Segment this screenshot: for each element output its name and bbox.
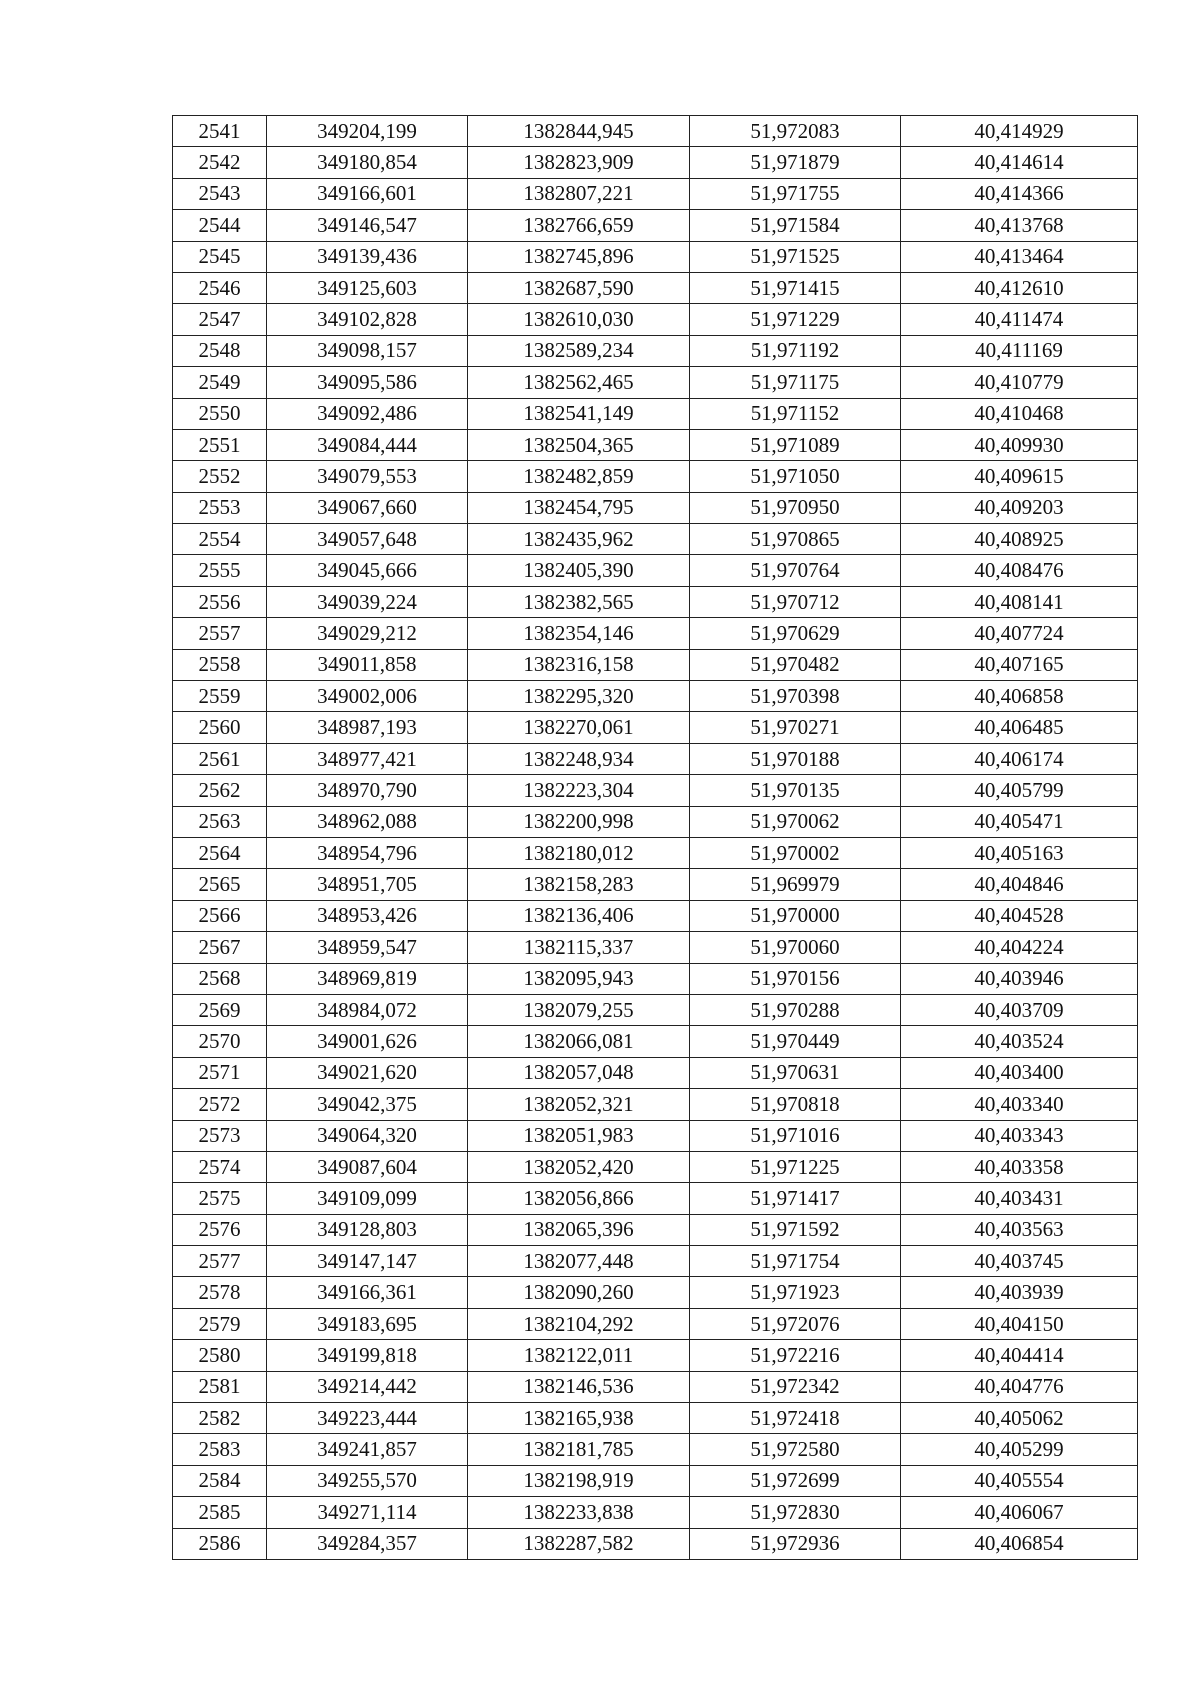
latitude-cell: 51,970449	[690, 1026, 901, 1057]
y-coordinate-cell: 1382233,838	[468, 1497, 690, 1528]
longitude-cell: 40,409930	[901, 429, 1138, 460]
x-coordinate-cell: 348970,790	[267, 775, 468, 806]
x-coordinate-cell: 348977,421	[267, 743, 468, 774]
table-row	[173, 1214, 1138, 1245]
x-coordinate-cell: 349271,114	[267, 1497, 468, 1528]
point-number-cell: 2580	[173, 1340, 267, 1371]
y-coordinate-cell: 1382056,866	[468, 1183, 690, 1214]
y-coordinate-cell: 1382504,365	[468, 429, 690, 460]
table-row	[173, 492, 1138, 523]
table-row	[173, 1497, 1138, 1528]
longitude-cell: 40,411474	[901, 304, 1138, 335]
table-row	[173, 586, 1138, 617]
latitude-cell: 51,970950	[690, 492, 901, 523]
x-coordinate-cell: 349223,444	[267, 1403, 468, 1434]
longitude-cell: 40,403358	[901, 1151, 1138, 1182]
latitude-cell: 51,970631	[690, 1057, 901, 1088]
y-coordinate-cell: 1382807,221	[468, 178, 690, 209]
x-coordinate-cell: 349128,803	[267, 1214, 468, 1245]
coordinates-table	[172, 115, 1138, 1560]
table-row	[173, 335, 1138, 366]
coordinates-table-body	[173, 116, 1138, 1560]
longitude-cell: 40,409615	[901, 461, 1138, 492]
table-row	[173, 241, 1138, 272]
longitude-cell: 40,403340	[901, 1089, 1138, 1120]
y-coordinate-cell: 1382158,283	[468, 869, 690, 900]
x-coordinate-cell: 349095,586	[267, 367, 468, 398]
y-coordinate-cell: 1382287,582	[468, 1528, 690, 1559]
latitude-cell: 51,970288	[690, 994, 901, 1025]
table-row	[173, 932, 1138, 963]
y-coordinate-cell: 1382122,011	[468, 1340, 690, 1371]
latitude-cell: 51,970712	[690, 586, 901, 617]
table-row	[173, 837, 1138, 868]
y-coordinate-cell: 1382295,320	[468, 681, 690, 712]
x-coordinate-cell: 348953,426	[267, 900, 468, 931]
point-number-cell: 2579	[173, 1308, 267, 1339]
y-coordinate-cell: 1382146,536	[468, 1371, 690, 1402]
point-number-cell: 2541	[173, 116, 267, 147]
point-number-cell: 2550	[173, 398, 267, 429]
point-number-cell: 2545	[173, 241, 267, 272]
y-coordinate-cell: 1382057,048	[468, 1057, 690, 1088]
latitude-cell: 51,970135	[690, 775, 901, 806]
longitude-cell: 40,411169	[901, 335, 1138, 366]
x-coordinate-cell: 349029,212	[267, 618, 468, 649]
longitude-cell: 40,406858	[901, 681, 1138, 712]
point-number-cell: 2564	[173, 837, 267, 868]
latitude-cell: 51,971417	[690, 1183, 901, 1214]
latitude-cell: 51,970000	[690, 900, 901, 931]
x-coordinate-cell: 348962,088	[267, 806, 468, 837]
longitude-cell: 40,408476	[901, 555, 1138, 586]
latitude-cell: 51,970398	[690, 681, 901, 712]
x-coordinate-cell: 349011,858	[267, 649, 468, 680]
latitude-cell: 51,971089	[690, 429, 901, 460]
longitude-cell: 40,403563	[901, 1214, 1138, 1245]
table-row	[173, 1183, 1138, 1214]
table-row	[173, 681, 1138, 712]
point-number-cell: 2576	[173, 1214, 267, 1245]
latitude-cell: 51,971754	[690, 1246, 901, 1277]
x-coordinate-cell: 349001,626	[267, 1026, 468, 1057]
longitude-cell: 40,404414	[901, 1340, 1138, 1371]
table-row	[173, 1403, 1138, 1434]
latitude-cell: 51,971755	[690, 178, 901, 209]
x-coordinate-cell: 349067,660	[267, 492, 468, 523]
latitude-cell: 51,970482	[690, 649, 901, 680]
latitude-cell: 51,970002	[690, 837, 901, 868]
latitude-cell: 51,972342	[690, 1371, 901, 1402]
latitude-cell: 51,971175	[690, 367, 901, 398]
point-number-cell: 2561	[173, 743, 267, 774]
table-row	[173, 147, 1138, 178]
table-row	[173, 1371, 1138, 1402]
x-coordinate-cell: 349098,157	[267, 335, 468, 366]
latitude-cell: 51,970764	[690, 555, 901, 586]
y-coordinate-cell: 1382745,896	[468, 241, 690, 272]
latitude-cell: 51,971152	[690, 398, 901, 429]
table-row	[173, 304, 1138, 335]
y-coordinate-cell: 1382405,390	[468, 555, 690, 586]
y-coordinate-cell: 1382541,149	[468, 398, 690, 429]
table-row	[173, 116, 1138, 147]
point-number-cell: 2583	[173, 1434, 267, 1465]
table-row	[173, 367, 1138, 398]
point-number-cell: 2548	[173, 335, 267, 366]
y-coordinate-cell: 1382066,081	[468, 1026, 690, 1057]
y-coordinate-cell: 1382051,983	[468, 1120, 690, 1151]
table-row	[173, 618, 1138, 649]
longitude-cell: 40,410779	[901, 367, 1138, 398]
latitude-cell: 51,971016	[690, 1120, 901, 1151]
longitude-cell: 40,403946	[901, 963, 1138, 994]
y-coordinate-cell: 1382115,337	[468, 932, 690, 963]
x-coordinate-cell: 349241,857	[267, 1434, 468, 1465]
y-coordinate-cell: 1382270,061	[468, 712, 690, 743]
latitude-cell: 51,971923	[690, 1277, 901, 1308]
longitude-cell: 40,403939	[901, 1277, 1138, 1308]
point-number-cell: 2543	[173, 178, 267, 209]
y-coordinate-cell: 1382136,406	[468, 900, 690, 931]
point-number-cell: 2555	[173, 555, 267, 586]
y-coordinate-cell: 1382687,590	[468, 272, 690, 303]
x-coordinate-cell: 349199,818	[267, 1340, 468, 1371]
longitude-cell: 40,408141	[901, 586, 1138, 617]
point-number-cell: 2554	[173, 524, 267, 555]
latitude-cell: 51,971525	[690, 241, 901, 272]
point-number-cell: 2566	[173, 900, 267, 931]
table-row	[173, 1340, 1138, 1371]
longitude-cell: 40,409203	[901, 492, 1138, 523]
table-row	[173, 712, 1138, 743]
latitude-cell: 51,971592	[690, 1214, 901, 1245]
x-coordinate-cell: 349166,601	[267, 178, 468, 209]
latitude-cell: 51,970156	[690, 963, 901, 994]
longitude-cell: 40,403400	[901, 1057, 1138, 1088]
longitude-cell: 40,406854	[901, 1528, 1138, 1559]
y-coordinate-cell: 1382079,255	[468, 994, 690, 1025]
table-row	[173, 1434, 1138, 1465]
table-row	[173, 1528, 1138, 1559]
y-coordinate-cell: 1382610,030	[468, 304, 690, 335]
x-coordinate-cell: 349204,199	[267, 116, 468, 147]
y-coordinate-cell: 1382077,448	[468, 1246, 690, 1277]
x-coordinate-cell: 348969,819	[267, 963, 468, 994]
y-coordinate-cell: 1382104,292	[468, 1308, 690, 1339]
x-coordinate-cell: 349180,854	[267, 147, 468, 178]
longitude-cell: 40,405163	[901, 837, 1138, 868]
longitude-cell: 40,404224	[901, 932, 1138, 963]
table-row	[173, 806, 1138, 837]
x-coordinate-cell: 349092,486	[267, 398, 468, 429]
table-row	[173, 869, 1138, 900]
y-coordinate-cell: 1382165,938	[468, 1403, 690, 1434]
table-row	[173, 272, 1138, 303]
point-number-cell: 2559	[173, 681, 267, 712]
table-row	[173, 900, 1138, 931]
table-row	[173, 1151, 1138, 1182]
y-coordinate-cell: 1382198,919	[468, 1465, 690, 1496]
latitude-cell: 51,972699	[690, 1465, 901, 1496]
longitude-cell: 40,404150	[901, 1308, 1138, 1339]
x-coordinate-cell: 349021,620	[267, 1057, 468, 1088]
y-coordinate-cell: 1382095,943	[468, 963, 690, 994]
longitude-cell: 40,404528	[901, 900, 1138, 931]
latitude-cell: 51,970060	[690, 932, 901, 963]
point-number-cell: 2565	[173, 869, 267, 900]
longitude-cell: 40,405062	[901, 1403, 1138, 1434]
y-coordinate-cell: 1382354,146	[468, 618, 690, 649]
longitude-cell: 40,407165	[901, 649, 1138, 680]
longitude-cell: 40,403745	[901, 1246, 1138, 1277]
table-row	[173, 461, 1138, 492]
table-row	[173, 210, 1138, 241]
point-number-cell: 2573	[173, 1120, 267, 1151]
point-number-cell: 2585	[173, 1497, 267, 1528]
x-coordinate-cell: 349183,695	[267, 1308, 468, 1339]
table-row	[173, 1120, 1138, 1151]
y-coordinate-cell: 1382844,945	[468, 116, 690, 147]
point-number-cell: 2544	[173, 210, 267, 241]
point-number-cell: 2581	[173, 1371, 267, 1402]
latitude-cell: 51,972083	[690, 116, 901, 147]
point-number-cell: 2562	[173, 775, 267, 806]
latitude-cell: 51,971050	[690, 461, 901, 492]
x-coordinate-cell: 349284,357	[267, 1528, 468, 1559]
x-coordinate-cell: 349146,547	[267, 210, 468, 241]
x-coordinate-cell: 348987,193	[267, 712, 468, 743]
longitude-cell: 40,405471	[901, 806, 1138, 837]
x-coordinate-cell: 349166,361	[267, 1277, 468, 1308]
x-coordinate-cell: 348959,547	[267, 932, 468, 963]
longitude-cell: 40,403524	[901, 1026, 1138, 1057]
table-row	[173, 555, 1138, 586]
longitude-cell: 40,405299	[901, 1434, 1138, 1465]
table-row	[173, 649, 1138, 680]
x-coordinate-cell: 348954,796	[267, 837, 468, 868]
y-coordinate-cell: 1382065,396	[468, 1214, 690, 1245]
latitude-cell: 51,971192	[690, 335, 901, 366]
x-coordinate-cell: 349002,006	[267, 681, 468, 712]
x-coordinate-cell: 348984,072	[267, 994, 468, 1025]
longitude-cell: 40,406485	[901, 712, 1138, 743]
point-number-cell: 2553	[173, 492, 267, 523]
table-row	[173, 1308, 1138, 1339]
longitude-cell: 40,405554	[901, 1465, 1138, 1496]
x-coordinate-cell: 349064,320	[267, 1120, 468, 1151]
point-number-cell: 2556	[173, 586, 267, 617]
x-coordinate-cell: 349045,666	[267, 555, 468, 586]
longitude-cell: 40,414366	[901, 178, 1138, 209]
point-number-cell: 2572	[173, 1089, 267, 1120]
table-row	[173, 398, 1138, 429]
latitude-cell: 51,970271	[690, 712, 901, 743]
latitude-cell: 51,972076	[690, 1308, 901, 1339]
longitude-cell: 40,412610	[901, 272, 1138, 303]
longitude-cell: 40,403343	[901, 1120, 1138, 1151]
y-coordinate-cell: 1382181,785	[468, 1434, 690, 1465]
y-coordinate-cell: 1382180,012	[468, 837, 690, 868]
latitude-cell: 51,970629	[690, 618, 901, 649]
table-row	[173, 775, 1138, 806]
y-coordinate-cell: 1382248,934	[468, 743, 690, 774]
point-number-cell: 2570	[173, 1026, 267, 1057]
latitude-cell: 51,970865	[690, 524, 901, 555]
point-number-cell: 2560	[173, 712, 267, 743]
point-number-cell: 2575	[173, 1183, 267, 1214]
y-coordinate-cell: 1382823,909	[468, 147, 690, 178]
point-number-cell: 2557	[173, 618, 267, 649]
x-coordinate-cell: 349255,570	[267, 1465, 468, 1496]
longitude-cell: 40,410468	[901, 398, 1138, 429]
y-coordinate-cell: 1382200,998	[468, 806, 690, 837]
table-row	[173, 178, 1138, 209]
point-number-cell: 2551	[173, 429, 267, 460]
latitude-cell: 51,971225	[690, 1151, 901, 1182]
point-number-cell: 2558	[173, 649, 267, 680]
longitude-cell: 40,403431	[901, 1183, 1138, 1214]
x-coordinate-cell: 349057,648	[267, 524, 468, 555]
latitude-cell: 51,972216	[690, 1340, 901, 1371]
latitude-cell: 51,971584	[690, 210, 901, 241]
table-row	[173, 1089, 1138, 1120]
y-coordinate-cell: 1382589,234	[468, 335, 690, 366]
y-coordinate-cell: 1382052,321	[468, 1089, 690, 1120]
point-number-cell: 2578	[173, 1277, 267, 1308]
table-row	[173, 1277, 1138, 1308]
table-row	[173, 524, 1138, 555]
longitude-cell: 40,404846	[901, 869, 1138, 900]
longitude-cell: 40,414929	[901, 116, 1138, 147]
table-row	[173, 429, 1138, 460]
longitude-cell: 40,413768	[901, 210, 1138, 241]
point-number-cell: 2567	[173, 932, 267, 963]
x-coordinate-cell: 349125,603	[267, 272, 468, 303]
latitude-cell: 51,972830	[690, 1497, 901, 1528]
y-coordinate-cell: 1382562,465	[468, 367, 690, 398]
point-number-cell: 2568	[173, 963, 267, 994]
x-coordinate-cell: 349147,147	[267, 1246, 468, 1277]
longitude-cell: 40,403709	[901, 994, 1138, 1025]
y-coordinate-cell: 1382435,962	[468, 524, 690, 555]
table-row	[173, 1246, 1138, 1277]
x-coordinate-cell: 349109,099	[267, 1183, 468, 1214]
y-coordinate-cell: 1382382,565	[468, 586, 690, 617]
longitude-cell: 40,405799	[901, 775, 1138, 806]
point-number-cell: 2542	[173, 147, 267, 178]
point-number-cell: 2569	[173, 994, 267, 1025]
longitude-cell: 40,406174	[901, 743, 1138, 774]
longitude-cell: 40,406067	[901, 1497, 1138, 1528]
point-number-cell: 2584	[173, 1465, 267, 1496]
longitude-cell: 40,407724	[901, 618, 1138, 649]
point-number-cell: 2571	[173, 1057, 267, 1088]
table-row	[173, 1465, 1138, 1496]
x-coordinate-cell: 349214,442	[267, 1371, 468, 1402]
latitude-cell: 51,972936	[690, 1528, 901, 1559]
latitude-cell: 51,971415	[690, 272, 901, 303]
longitude-cell: 40,414614	[901, 147, 1138, 178]
y-coordinate-cell: 1382052,420	[468, 1151, 690, 1182]
latitude-cell: 51,970062	[690, 806, 901, 837]
point-number-cell: 2552	[173, 461, 267, 492]
latitude-cell: 51,972580	[690, 1434, 901, 1465]
latitude-cell: 51,970188	[690, 743, 901, 774]
point-number-cell: 2547	[173, 304, 267, 335]
x-coordinate-cell: 348951,705	[267, 869, 468, 900]
point-number-cell: 2574	[173, 1151, 267, 1182]
x-coordinate-cell: 349039,224	[267, 586, 468, 617]
x-coordinate-cell: 349079,553	[267, 461, 468, 492]
longitude-cell: 40,404776	[901, 1371, 1138, 1402]
y-coordinate-cell: 1382223,304	[468, 775, 690, 806]
y-coordinate-cell: 1382482,859	[468, 461, 690, 492]
latitude-cell: 51,971879	[690, 147, 901, 178]
point-number-cell: 2586	[173, 1528, 267, 1559]
latitude-cell: 51,969979	[690, 869, 901, 900]
y-coordinate-cell: 1382454,795	[468, 492, 690, 523]
latitude-cell: 51,971229	[690, 304, 901, 335]
latitude-cell: 51,970818	[690, 1089, 901, 1120]
table-row	[173, 743, 1138, 774]
x-coordinate-cell: 349084,444	[267, 429, 468, 460]
x-coordinate-cell: 349139,436	[267, 241, 468, 272]
x-coordinate-cell: 349087,604	[267, 1151, 468, 1182]
table-row	[173, 994, 1138, 1025]
y-coordinate-cell: 1382316,158	[468, 649, 690, 680]
point-number-cell: 2549	[173, 367, 267, 398]
y-coordinate-cell: 1382766,659	[468, 210, 690, 241]
point-number-cell: 2546	[173, 272, 267, 303]
x-coordinate-cell: 349102,828	[267, 304, 468, 335]
point-number-cell: 2577	[173, 1246, 267, 1277]
x-coordinate-cell: 349042,375	[267, 1089, 468, 1120]
latitude-cell: 51,972418	[690, 1403, 901, 1434]
point-number-cell: 2582	[173, 1403, 267, 1434]
longitude-cell: 40,413464	[901, 241, 1138, 272]
table-row	[173, 1057, 1138, 1088]
point-number-cell: 2563	[173, 806, 267, 837]
y-coordinate-cell: 1382090,260	[468, 1277, 690, 1308]
table-row	[173, 1026, 1138, 1057]
table-row	[173, 963, 1138, 994]
longitude-cell: 40,408925	[901, 524, 1138, 555]
